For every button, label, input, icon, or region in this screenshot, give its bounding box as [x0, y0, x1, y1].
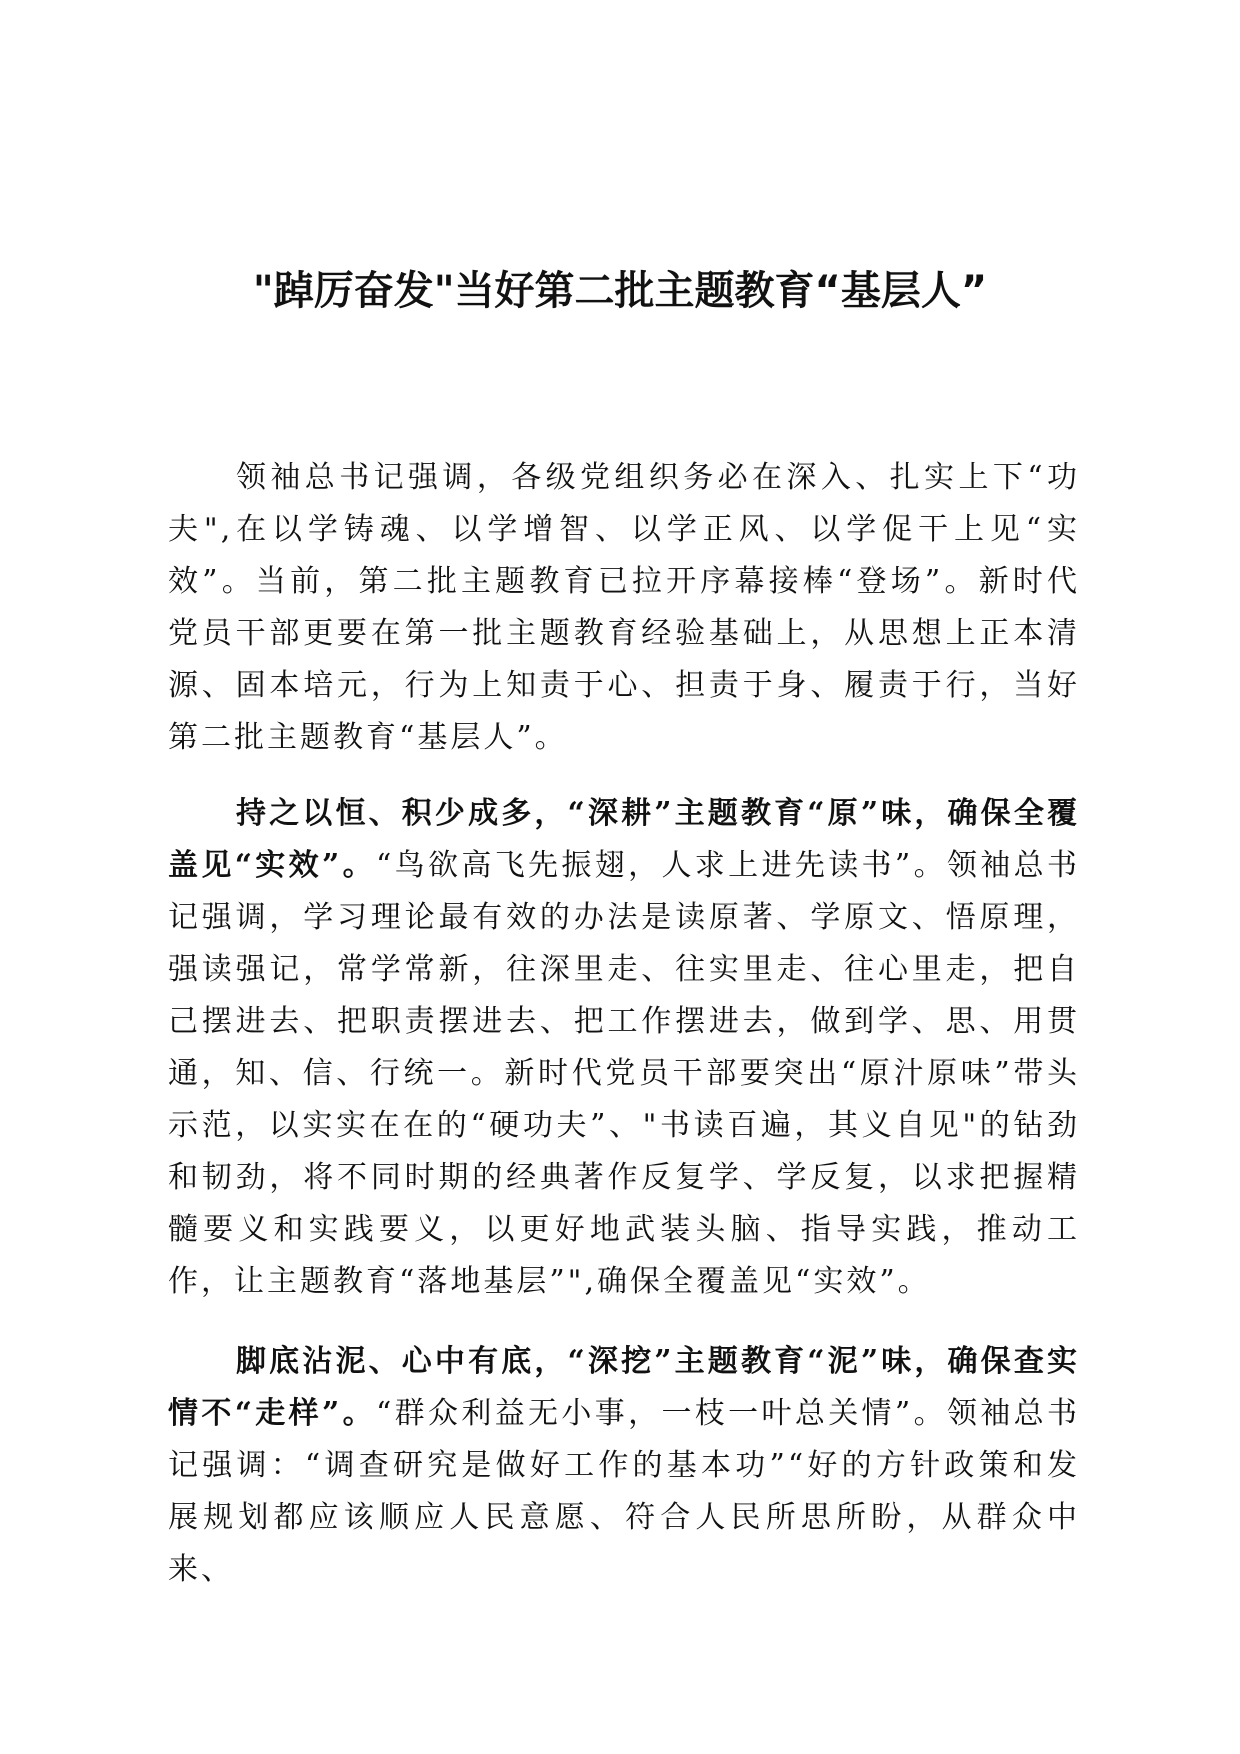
paragraph-text: “群众利益无小事，一枝一叶总关情”。领袖总书记强调：“调查研究是做好工作的基本功”“好的方针政策和发展规划都应该顺应人民意愿、符合人民所思所盼，从群众中来、 [168, 1396, 1080, 1587]
document-title: "踔厉奋发"当好第二批主题教育“基层人” [252, 267, 988, 314]
paragraph-section-1 [168, 788, 1080, 1308]
section-heading: 持之以恒、积少成多，“深耕”主题教育“原”味，确保全覆盖见“实效”。 [168, 796, 1080, 883]
section-heading: 脚底沾泥、心中有底，“深挖”主题教育“泥”味，确保查实情不“走样”。 [168, 1344, 1080, 1431]
paragraph-section-2 [168, 1336, 1080, 1596]
paragraph-intro [168, 452, 1080, 764]
paragraph-text: “鸟欲高飞先振翅，人求上进先读书”。领袖总书记强调，学习理论最有效的办法是读原著、学原文、悟原理，强读强记，常学常新，往深里走、往实里走、往心里走，把自己摆进去、把职责摆进去、把工作摆进去，做到学、思、用贯通，知、信、行统一。新时代党员干部要突出“原汁原味”带头示范，以实实在在的“硬功夫”、"书读百遍，其义自见"的钻劲和韧劲，将不同时期的经典著作反复学、学反复，以求把握精髓要义和实践要义，以更好地武装头脑、指导实践，推动工作，让主题教育“落地基层”",确保全覆盖见“实效”。 [168, 848, 1080, 1299]
paragraph-text: 领袖总书记强调，各级党组织务必在深入、扎实上下“功夫",在以学铸魂、以学增智、以学正风、以学促干上见“实效”。当前，第二批主题教育已拉开序幕接棒“登场”。新时代党员干部更要在第一批主题教育经验基础上，从思想上正本清源、固本培元，行为上知责于心、担责于身、履责于行，当好第二批主题教育“基层人”。 [168, 460, 1080, 755]
